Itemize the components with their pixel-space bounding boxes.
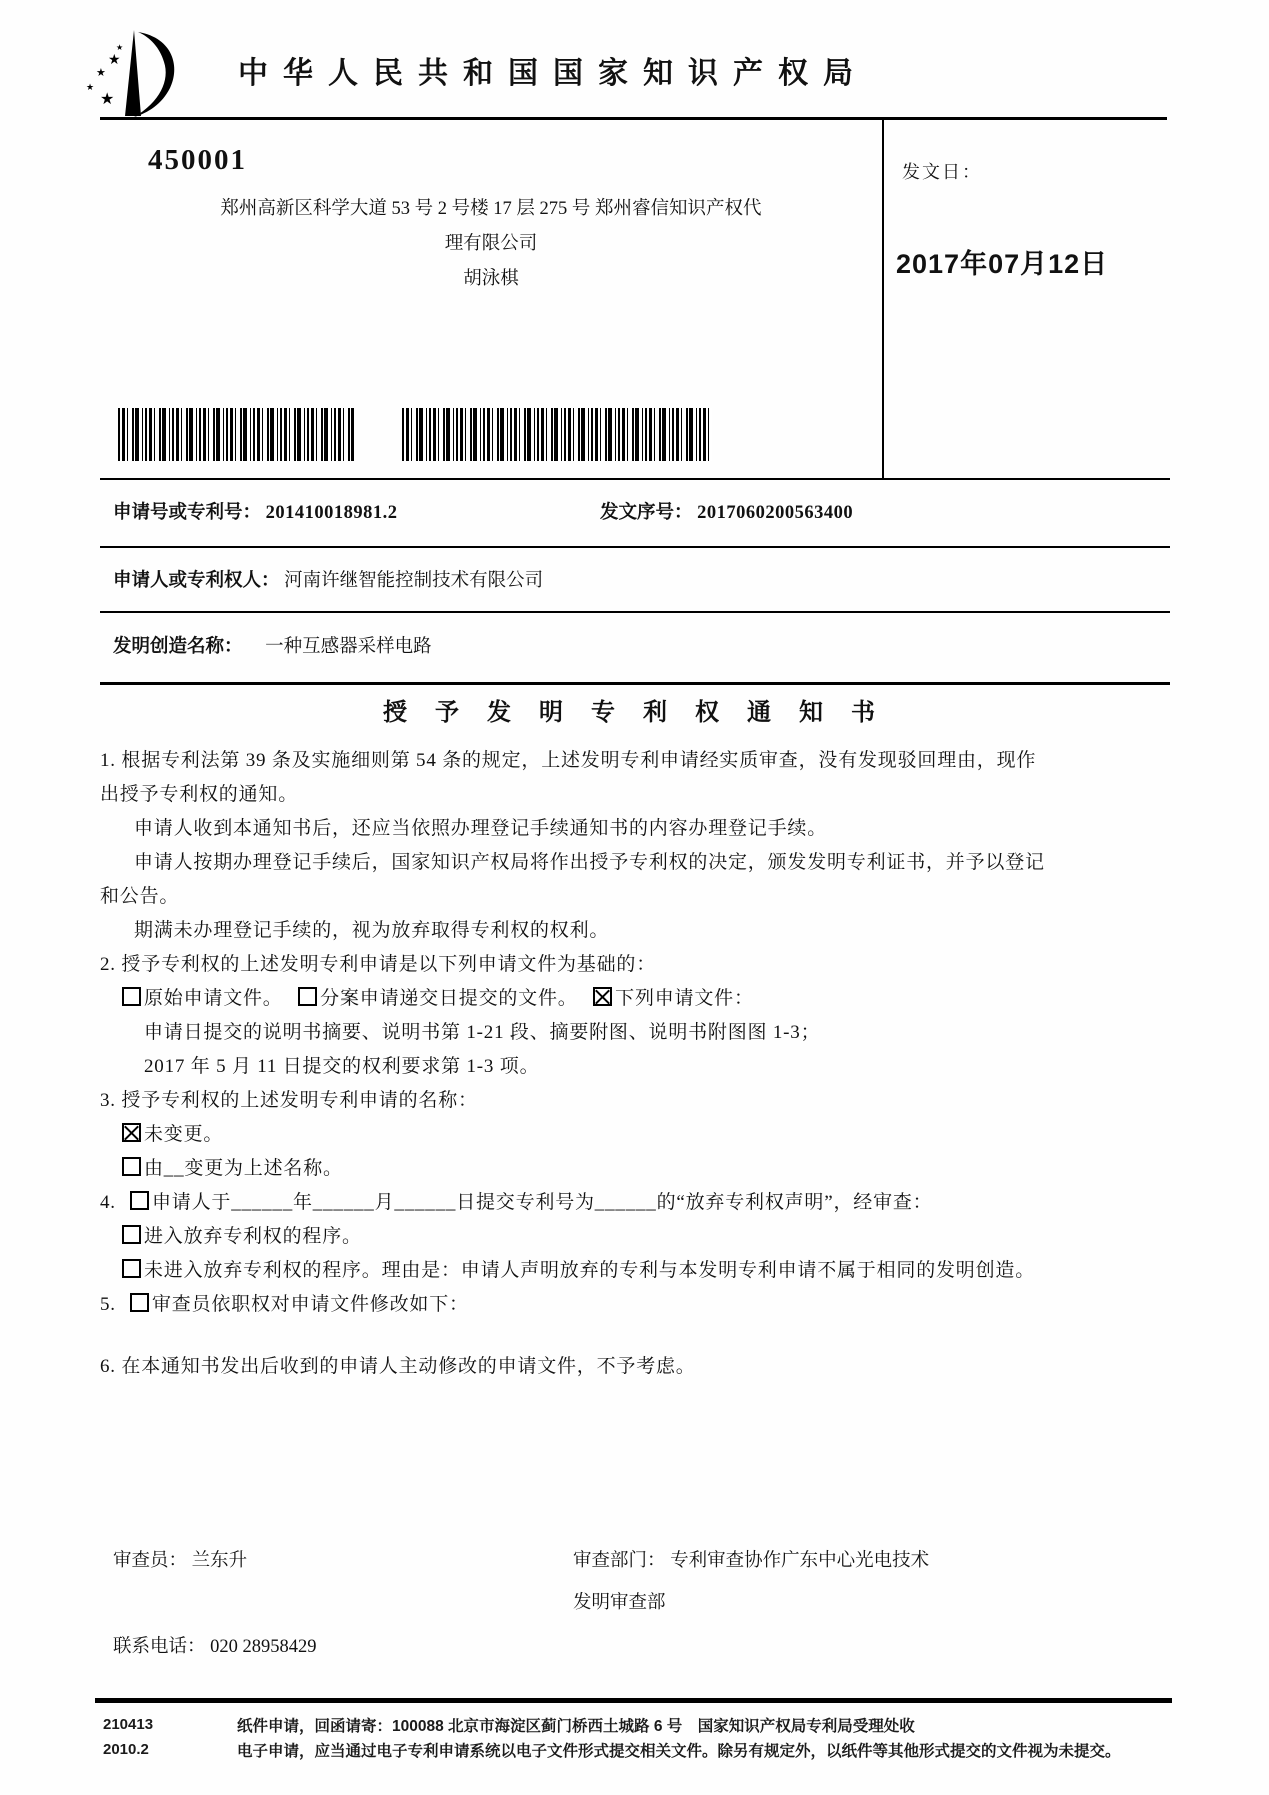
checkbox-unchecked-icon [130, 1191, 149, 1210]
form-code-2: 2010.2 [103, 1741, 149, 1758]
department-line2: 发明审查部 [573, 1593, 666, 1613]
svg-text:★: ★ [116, 43, 124, 52]
department-label: 审查部门： [573, 1551, 666, 1571]
dispatch-number-row [600, 498, 853, 524]
body-line: 申请日提交的说明书摘要、说明书第 1-21 段、摘要附图、说明书附图图 1-3； [144, 1022, 821, 1043]
footer-note [237, 1714, 1152, 1764]
body-line: 3. 授予专利权的上述发明专利申请的名称： [100, 1090, 478, 1111]
footer-note-line1: 纸件申请，回函请寄：100088 北京市海淀区蓟门桥西土城路 6 号 国家知识产权局专利局受理处收 [237, 1718, 915, 1735]
spacer [100, 1322, 1178, 1350]
invention-label: 发明创造名称： [113, 637, 243, 657]
examiner-label: 审查员： [113, 1551, 188, 1571]
svg-text:★: ★ [108, 53, 121, 68]
phone-value: 020 28958429 [210, 1637, 317, 1657]
checkbox-unchecked-icon [122, 1259, 141, 1278]
checkbox-unchecked-icon [130, 1293, 149, 1312]
svg-text:★: ★ [96, 67, 106, 79]
applicant-label: 申请人或专利权人： [113, 571, 280, 591]
dispatch-number-label: 发文序号： [600, 503, 693, 523]
checkbox-label: 未变更。 [144, 1124, 224, 1145]
name-changed-line [100, 1152, 1178, 1186]
divider [100, 611, 1170, 613]
checkbox-label: 未进入放弃专利权的程序。理由是：申请人声明放弃的专利与本发明专利申请不属于相同的发明创造。 [144, 1260, 1036, 1281]
checkbox-label: 原始申请文件。 [144, 988, 283, 1009]
divider [100, 682, 1170, 685]
body-line: 和公告。 [100, 886, 180, 907]
department-line1: 专利审查协作广东中心光电技术 [670, 1551, 930, 1571]
dispatch-date-value: 2017年07月12日 [896, 249, 1109, 279]
notice-body [100, 744, 1178, 1384]
basis-checkbox-line [100, 982, 1178, 1016]
phone-row [113, 1632, 317, 1658]
divider [100, 546, 1170, 548]
body-line: 1. 根据专利法第 39 条及实施细则第 54 条的规定，上述发明专利申请经实质审查，没有发现驳回理由，现作 [100, 750, 1037, 771]
checkbox-unchecked-icon [122, 1157, 141, 1176]
body-line: 期满未办理登记手续的，视为放弃取得专利权的权利。 [134, 920, 610, 941]
agency-title: 中华人民共和国国家知识产权局 [238, 57, 868, 90]
form-code-1: 210413 [103, 1716, 154, 1733]
application-number-label: 申请号或专利号： [113, 503, 262, 523]
phone-label: 联系电话： [113, 1637, 206, 1657]
header-rule [100, 117, 1167, 120]
footer-note-line2: 电子申请，应当通过电子专利申请系统以电子文件形式提交相关文件。除另有规定外，以纸件等其他形式提交的文件视为未提交。 [237, 1743, 1121, 1760]
examiner-amend-line [100, 1288, 1178, 1322]
barcode-icon [402, 408, 712, 461]
checkbox-unchecked-icon [298, 987, 317, 1006]
application-number-value: 201410018981.2 [265, 503, 398, 523]
checkbox-label: 下列申请文件： [615, 988, 754, 1009]
checkbox-label: 进入放弃专利权的程序。 [144, 1226, 362, 1247]
contact-name: 胡泳棋 [463, 269, 519, 289]
checkbox-label: 由__变更为上述名称。 [144, 1158, 343, 1179]
address-line-1: 郑州高新区科学大道 53 号 2 号楼 17 层 275 号 郑州睿信知识产权代 [220, 199, 762, 219]
invention-row [113, 632, 432, 658]
checkbox-label: 申请人于______年______月______日提交专利号为______的“放弃专利权声明”，经审查： [152, 1192, 933, 1213]
name-unchanged-line [100, 1118, 1178, 1152]
applicant-value: 河南许继智能控制技术有限公司 [284, 571, 544, 591]
checkbox-label: 分案申请递交日提交的文件。 [320, 988, 578, 1009]
checkbox-checked-icon [122, 1123, 141, 1142]
not-enter-abandon-line [100, 1254, 1178, 1288]
dispatch-box-border [882, 117, 884, 479]
cnipa-logo-icon [74, 24, 196, 124]
body-line: 出授予专利权的通知。 [100, 784, 299, 805]
examiner-row [113, 1546, 247, 1572]
abandon-declaration-line [100, 1186, 1178, 1220]
examiner-name: 兰东升 [191, 1551, 248, 1571]
application-number-row [113, 498, 398, 524]
notice-title: 授 予 发 明 专 利 权 通 知 书 [383, 700, 886, 726]
footer-rule [95, 1698, 1172, 1703]
body-line: 6. 在本通知书发出后收到的申请人主动修改的申请文件，不予考虑。 [100, 1356, 696, 1377]
enter-abandon-line [100, 1220, 1178, 1254]
checkbox-label: 审查员依职权对申请文件修改如下： [152, 1294, 469, 1315]
postal-code: 450001 [148, 144, 247, 176]
item-number: 5. [100, 1294, 116, 1315]
barcode-icon [118, 408, 354, 461]
body-line: 申请人收到本通知书后，还应当依照办理登记手续通知书的内容办理登记手续。 [134, 818, 828, 839]
department-row [573, 1546, 929, 1572]
applicant-row [113, 566, 543, 592]
dispatch-date-label: 发文日： [902, 162, 982, 182]
checkbox-checked-icon [593, 987, 612, 1006]
body-line: 2017 年 5 月 11 日提交的权利要求第 1-3 项。 [144, 1056, 540, 1077]
address-line-2: 理有限公司 [444, 234, 538, 254]
svg-text:★: ★ [100, 91, 115, 108]
body-line: 2. 授予专利权的上述发明专利申请是以下列申请文件为基础的： [100, 954, 657, 975]
body-line: 申请人按期办理登记手续后，国家知识产权局将作出授予专利权的决定，颁发发明专利证书，并予以登记 [134, 852, 1045, 873]
checkbox-unchecked-icon [122, 1225, 141, 1244]
invention-value: 一种互感器采样电路 [265, 637, 432, 657]
checkbox-unchecked-icon [122, 987, 141, 1006]
item-number: 4. [100, 1192, 116, 1213]
svg-text:★: ★ [86, 82, 95, 92]
divider [100, 478, 1170, 480]
dispatch-number-value: 2017060200563400 [697, 503, 854, 523]
recipient-address [100, 192, 882, 297]
